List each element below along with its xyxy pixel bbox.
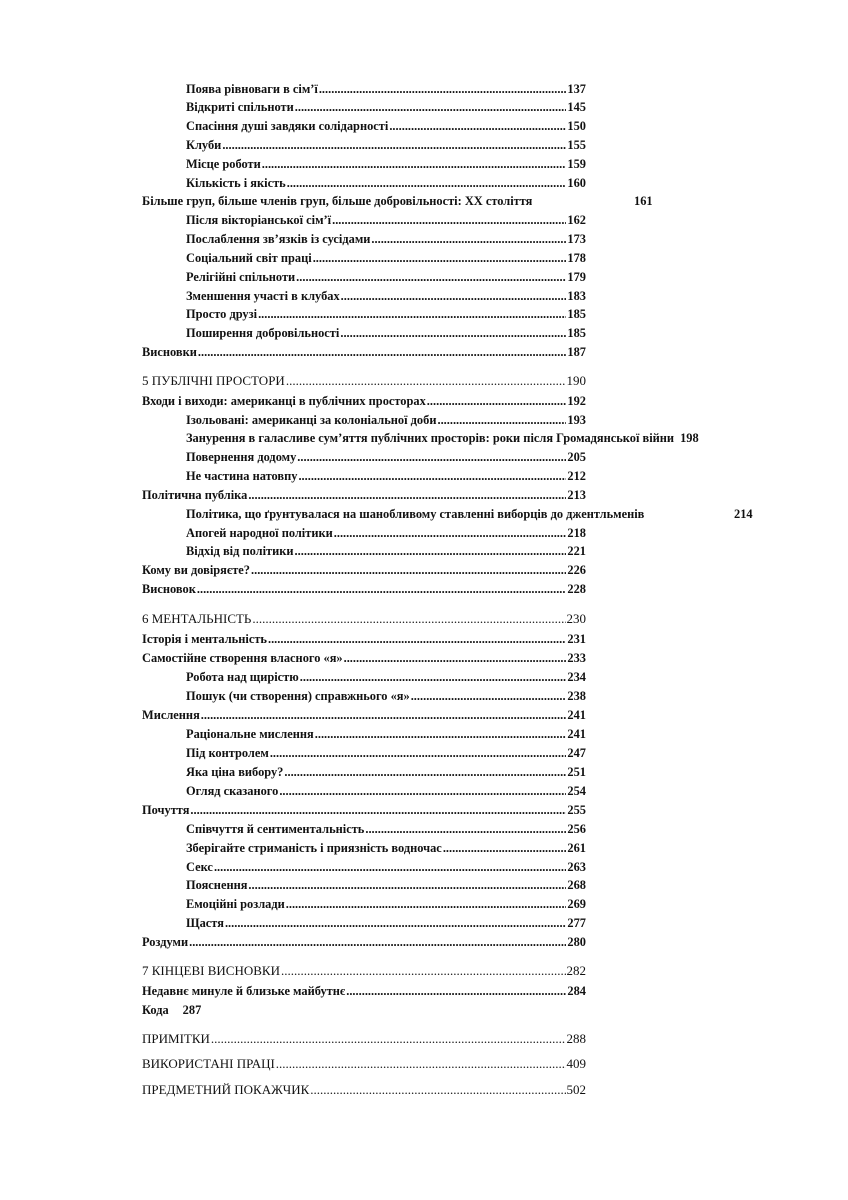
toc-entry-title: Клуби bbox=[186, 138, 222, 152]
toc-chapter bbox=[142, 1055, 586, 1073]
toc-entry-title: Занурення в галасливе сум’яття публічних просторів: роки після Громадянської війни bbox=[186, 431, 675, 445]
toc-entry-title: Співчуття й сентиментальність bbox=[186, 822, 365, 836]
dot-leader bbox=[319, 80, 567, 98]
dot-leader bbox=[222, 136, 566, 154]
toc-entry bbox=[186, 505, 753, 523]
toc-entry bbox=[186, 211, 586, 229]
dot-leader bbox=[281, 962, 566, 980]
toc-entry-title: Політика, що ґрунтувалася на шанобливому ставленні виборців до джентльменів bbox=[186, 507, 645, 521]
toc-entry-page: 261 bbox=[567, 841, 586, 855]
toc-entry bbox=[186, 820, 586, 838]
dot-leader bbox=[197, 580, 567, 598]
toc-entry-page: 185 bbox=[567, 307, 586, 321]
toc-entry-page: 218 bbox=[567, 526, 586, 540]
toc-entry-page: 183 bbox=[567, 289, 586, 303]
toc-entry-title: Місце роботи bbox=[186, 157, 261, 171]
toc-entry-title: Раціональне мислення bbox=[186, 727, 314, 741]
dot-leader bbox=[389, 117, 566, 135]
toc-entry bbox=[186, 858, 586, 876]
toc-entry-page: 284 bbox=[567, 984, 586, 998]
toc-entry-title: Послаблення зв’язків із сусідами bbox=[186, 232, 371, 246]
toc-entry-title: Відхід від політики bbox=[186, 544, 294, 558]
toc-chapter bbox=[142, 610, 586, 628]
toc-entry-title: Секс bbox=[186, 860, 213, 874]
toc-entry bbox=[142, 649, 586, 667]
toc-entry-title: ВИКОРИСТАНІ ПРАЦІ bbox=[142, 1056, 275, 1071]
toc-entry-page: 409 bbox=[566, 1056, 586, 1071]
toc-entry bbox=[186, 429, 699, 447]
toc-entry-title: Відкриті спільноти bbox=[186, 100, 294, 114]
toc-entry-title: 7 КІНЦЕВІ ВИСНОВКИ bbox=[142, 963, 280, 978]
toc-entry bbox=[186, 895, 586, 913]
toc-entry-page: 213 bbox=[567, 488, 586, 502]
toc-chapter bbox=[142, 1081, 586, 1099]
toc-entry-title: Історія і ментальність bbox=[142, 632, 267, 646]
toc-entry-title: Недавнє минуле й близьке майбутнє bbox=[142, 984, 346, 998]
dot-leader bbox=[315, 725, 567, 743]
toc-entry-page: 162 bbox=[567, 213, 586, 227]
toc-entry-page: 268 bbox=[567, 878, 586, 892]
dot-leader bbox=[443, 839, 567, 857]
toc-entry bbox=[186, 287, 586, 305]
toc-entry-page: 277 bbox=[567, 916, 586, 930]
toc-entry-title: Під контролем bbox=[186, 746, 269, 760]
toc-entry-page: 255 bbox=[567, 803, 586, 817]
toc-entry bbox=[186, 876, 586, 894]
toc-entry-title: Зменшення участі в клубах bbox=[186, 289, 340, 303]
toc-chapter bbox=[142, 962, 586, 980]
dot-leader bbox=[300, 668, 567, 686]
toc-entry-title: Більше груп, більше членів груп, більше добровільності: XX століття bbox=[142, 194, 533, 208]
toc-entry bbox=[142, 933, 586, 951]
dot-leader bbox=[251, 561, 566, 579]
toc-entry-title: Зберігайте стриманість і приязність водночас bbox=[186, 841, 442, 855]
dot-leader bbox=[252, 610, 565, 628]
dot-leader bbox=[295, 542, 567, 560]
toc-entry bbox=[142, 1001, 201, 1019]
toc-entry bbox=[186, 117, 586, 135]
toc-entry-title: Не частина натовпу bbox=[186, 469, 298, 483]
toc-entry bbox=[186, 839, 586, 857]
dot-leader bbox=[296, 268, 566, 286]
toc-entry-title: Почуття bbox=[142, 803, 190, 817]
toc-entry-page: 287 bbox=[182, 1003, 202, 1017]
dot-leader bbox=[211, 1030, 566, 1048]
toc-entry-page: 205 bbox=[567, 450, 586, 464]
toc-entry-title: ПРИМІТКИ bbox=[142, 1031, 210, 1046]
toc-entry-page: 241 bbox=[567, 727, 586, 741]
toc-entry-title: Огляд сказаного bbox=[186, 784, 279, 798]
toc-entry-title: Ізольовані: американці за колоніальної доби bbox=[186, 413, 437, 427]
dot-leader bbox=[201, 706, 567, 724]
dot-leader bbox=[225, 914, 566, 932]
toc-entry-title: Входи і виходи: американці в публічних просторах bbox=[142, 394, 426, 408]
toc-chapter bbox=[142, 372, 586, 390]
toc-entry-title: Пояснення bbox=[186, 878, 248, 892]
dot-leader bbox=[365, 820, 566, 838]
toc-entry-page: 231 bbox=[567, 632, 586, 646]
toc-entry-page: 214 bbox=[734, 507, 753, 521]
dot-leader bbox=[262, 155, 567, 173]
toc-entry bbox=[142, 580, 586, 598]
toc-entry bbox=[186, 174, 586, 192]
dot-leader bbox=[270, 744, 567, 762]
toc-entry bbox=[186, 725, 586, 743]
dot-leader bbox=[295, 98, 567, 116]
toc-entry-page: 251 bbox=[567, 765, 586, 779]
toc-entry-title: Кода bbox=[142, 1003, 169, 1017]
toc-entry bbox=[186, 305, 586, 323]
dot-leader bbox=[427, 392, 567, 410]
dot-leader bbox=[276, 1055, 566, 1073]
dot-leader bbox=[334, 524, 567, 542]
toc-entry bbox=[186, 80, 586, 98]
toc-entry bbox=[186, 542, 586, 560]
toc-entry-title: Пошук (чи створення) справжнього «я» bbox=[186, 689, 410, 703]
dot-leader bbox=[248, 486, 566, 504]
dot-leader bbox=[332, 211, 566, 229]
toc-entry-title: Просто друзі bbox=[186, 307, 258, 321]
toc-entry-title: Висновки bbox=[142, 345, 197, 359]
toc-entry bbox=[142, 982, 586, 1000]
toc-entry bbox=[186, 448, 586, 466]
toc-entry bbox=[186, 249, 586, 267]
toc-entry bbox=[142, 343, 586, 361]
dot-leader bbox=[189, 933, 566, 951]
toc-entry-page: 241 bbox=[567, 708, 586, 722]
toc-entry bbox=[186, 268, 586, 286]
toc-entry-page: 161 bbox=[634, 194, 653, 208]
toc-entry-page: 192 bbox=[567, 394, 586, 408]
toc-entry bbox=[186, 687, 586, 705]
dot-leader bbox=[344, 649, 567, 667]
dot-leader bbox=[258, 305, 566, 323]
toc-entry-title: Яка ціна вибору? bbox=[186, 765, 284, 779]
toc-entry-page: 145 bbox=[567, 100, 586, 114]
toc-entry-title: Повернення додому bbox=[186, 450, 297, 464]
toc-entry-page: 221 bbox=[567, 544, 586, 558]
dot-leader bbox=[198, 343, 567, 361]
toc-entry-page: 247 bbox=[567, 746, 586, 760]
dot-leader bbox=[346, 982, 566, 1000]
toc-entry bbox=[186, 763, 586, 781]
dot-leader bbox=[287, 174, 567, 192]
toc-entry bbox=[142, 630, 586, 648]
toc-entry-page: 233 bbox=[567, 651, 586, 665]
dot-leader bbox=[310, 1081, 565, 1099]
toc-entry-title: Самостійне створення власного «я» bbox=[142, 651, 343, 665]
toc-entry-title: ПРЕДМЕТНИЙ ПОКАЖЧИК bbox=[142, 1082, 310, 1097]
toc-entry-page: 230 bbox=[566, 611, 586, 626]
toc-entry-title: Щастя bbox=[186, 916, 224, 930]
dot-leader bbox=[268, 630, 566, 648]
toc-entry-title: Апогей народної політики bbox=[186, 526, 333, 540]
toc-entry-page: 187 bbox=[567, 345, 586, 359]
dot-leader bbox=[286, 895, 567, 913]
toc-entry-title: Мислення bbox=[142, 708, 200, 722]
toc-entry-page: 137 bbox=[567, 82, 586, 96]
toc-chapter bbox=[142, 1030, 586, 1048]
toc-entry-title: Релігійні спільноти bbox=[186, 270, 296, 284]
toc-entry bbox=[186, 914, 586, 932]
toc-entry bbox=[186, 411, 586, 429]
toc-entry bbox=[142, 706, 586, 724]
toc-entry-page: 228 bbox=[567, 582, 586, 596]
dot-leader bbox=[371, 230, 566, 248]
toc-entry-page: 198 bbox=[680, 431, 699, 445]
toc-entry bbox=[142, 192, 653, 210]
dot-leader bbox=[279, 782, 566, 800]
toc-entry bbox=[186, 155, 586, 173]
toc-entry-page: 160 bbox=[567, 176, 586, 190]
toc-entry bbox=[142, 561, 586, 579]
toc-entry-page: 193 bbox=[567, 413, 586, 427]
dot-leader bbox=[437, 411, 566, 429]
toc-entry-page: 234 bbox=[567, 670, 586, 684]
toc-entry-page: 159 bbox=[567, 157, 586, 171]
toc-entry-page: 288 bbox=[566, 1031, 586, 1046]
toc-entry-title: Поява рівноваги в сім’ї bbox=[186, 82, 318, 96]
toc-entry-title: 5 ПУБЛІЧНІ ПРОСТОРИ bbox=[142, 373, 285, 388]
toc-entry-title: Висновок bbox=[142, 582, 196, 596]
dot-leader bbox=[284, 763, 566, 781]
toc-entry bbox=[186, 668, 586, 686]
dot-leader bbox=[297, 448, 566, 466]
toc-entry bbox=[186, 467, 586, 485]
toc-entry-page: 263 bbox=[567, 860, 586, 874]
dot-leader bbox=[340, 324, 566, 342]
toc-entry-page: 173 bbox=[567, 232, 586, 246]
toc-entry-title: Поширення добровільності bbox=[186, 326, 340, 340]
toc-entry-page: 256 bbox=[567, 822, 586, 836]
toc-entry-title: Робота над щирістю bbox=[186, 670, 299, 684]
dot-leader bbox=[298, 467, 566, 485]
toc-entry bbox=[186, 324, 586, 342]
dot-leader bbox=[214, 858, 566, 876]
toc-entry-page: 185 bbox=[567, 326, 586, 340]
toc-entry bbox=[142, 801, 586, 819]
toc-entry-title: Кількість і якість bbox=[186, 176, 286, 190]
dot-leader bbox=[341, 287, 567, 305]
toc-entry-title: Політична публіка bbox=[142, 488, 248, 502]
toc-entry bbox=[186, 136, 586, 154]
dot-leader bbox=[313, 249, 567, 267]
toc-entry-page: 238 bbox=[567, 689, 586, 703]
toc-entry-page: 280 bbox=[567, 935, 586, 949]
toc-entry bbox=[186, 230, 586, 248]
toc-entry bbox=[186, 98, 586, 116]
dot-leader bbox=[190, 801, 566, 819]
toc-entry-page: 212 bbox=[567, 469, 586, 483]
toc-entry-page: 254 bbox=[567, 784, 586, 798]
toc-entry-page: 179 bbox=[567, 270, 586, 284]
toc-entry-page: 502 bbox=[566, 1082, 586, 1097]
toc-entry-page: 155 bbox=[567, 138, 586, 152]
toc-entry bbox=[186, 744, 586, 762]
toc-entry-title: Після вікторіанської сім’ї bbox=[186, 213, 332, 227]
toc-entry-title: Кому ви довіряєте? bbox=[142, 563, 251, 577]
toc-entry-page: 269 bbox=[567, 897, 586, 911]
toc-entry-page: 178 bbox=[567, 251, 586, 265]
toc-entry-title: Роздуми bbox=[142, 935, 189, 949]
toc-entry-page: 150 bbox=[567, 119, 586, 133]
toc-entry-title: Спасіння душі завдяки солідарності bbox=[186, 119, 389, 133]
toc-entry-page: 226 bbox=[567, 563, 586, 577]
toc-entry-title: 6 МЕНТАЛЬНІСТЬ bbox=[142, 611, 252, 626]
toc-entry-title: Соціальний світ праці bbox=[186, 251, 312, 265]
toc-entry-title: Емоційні розлади bbox=[186, 897, 285, 911]
toc-entry bbox=[186, 524, 586, 542]
toc-entry bbox=[142, 392, 586, 410]
dot-leader bbox=[411, 687, 567, 705]
toc-entry-page: 282 bbox=[566, 963, 586, 978]
toc-entry-page: 190 bbox=[566, 373, 586, 388]
dot-leader bbox=[248, 876, 566, 894]
dot-leader bbox=[286, 372, 566, 390]
toc-entry bbox=[186, 782, 586, 800]
toc-entry bbox=[142, 486, 586, 504]
